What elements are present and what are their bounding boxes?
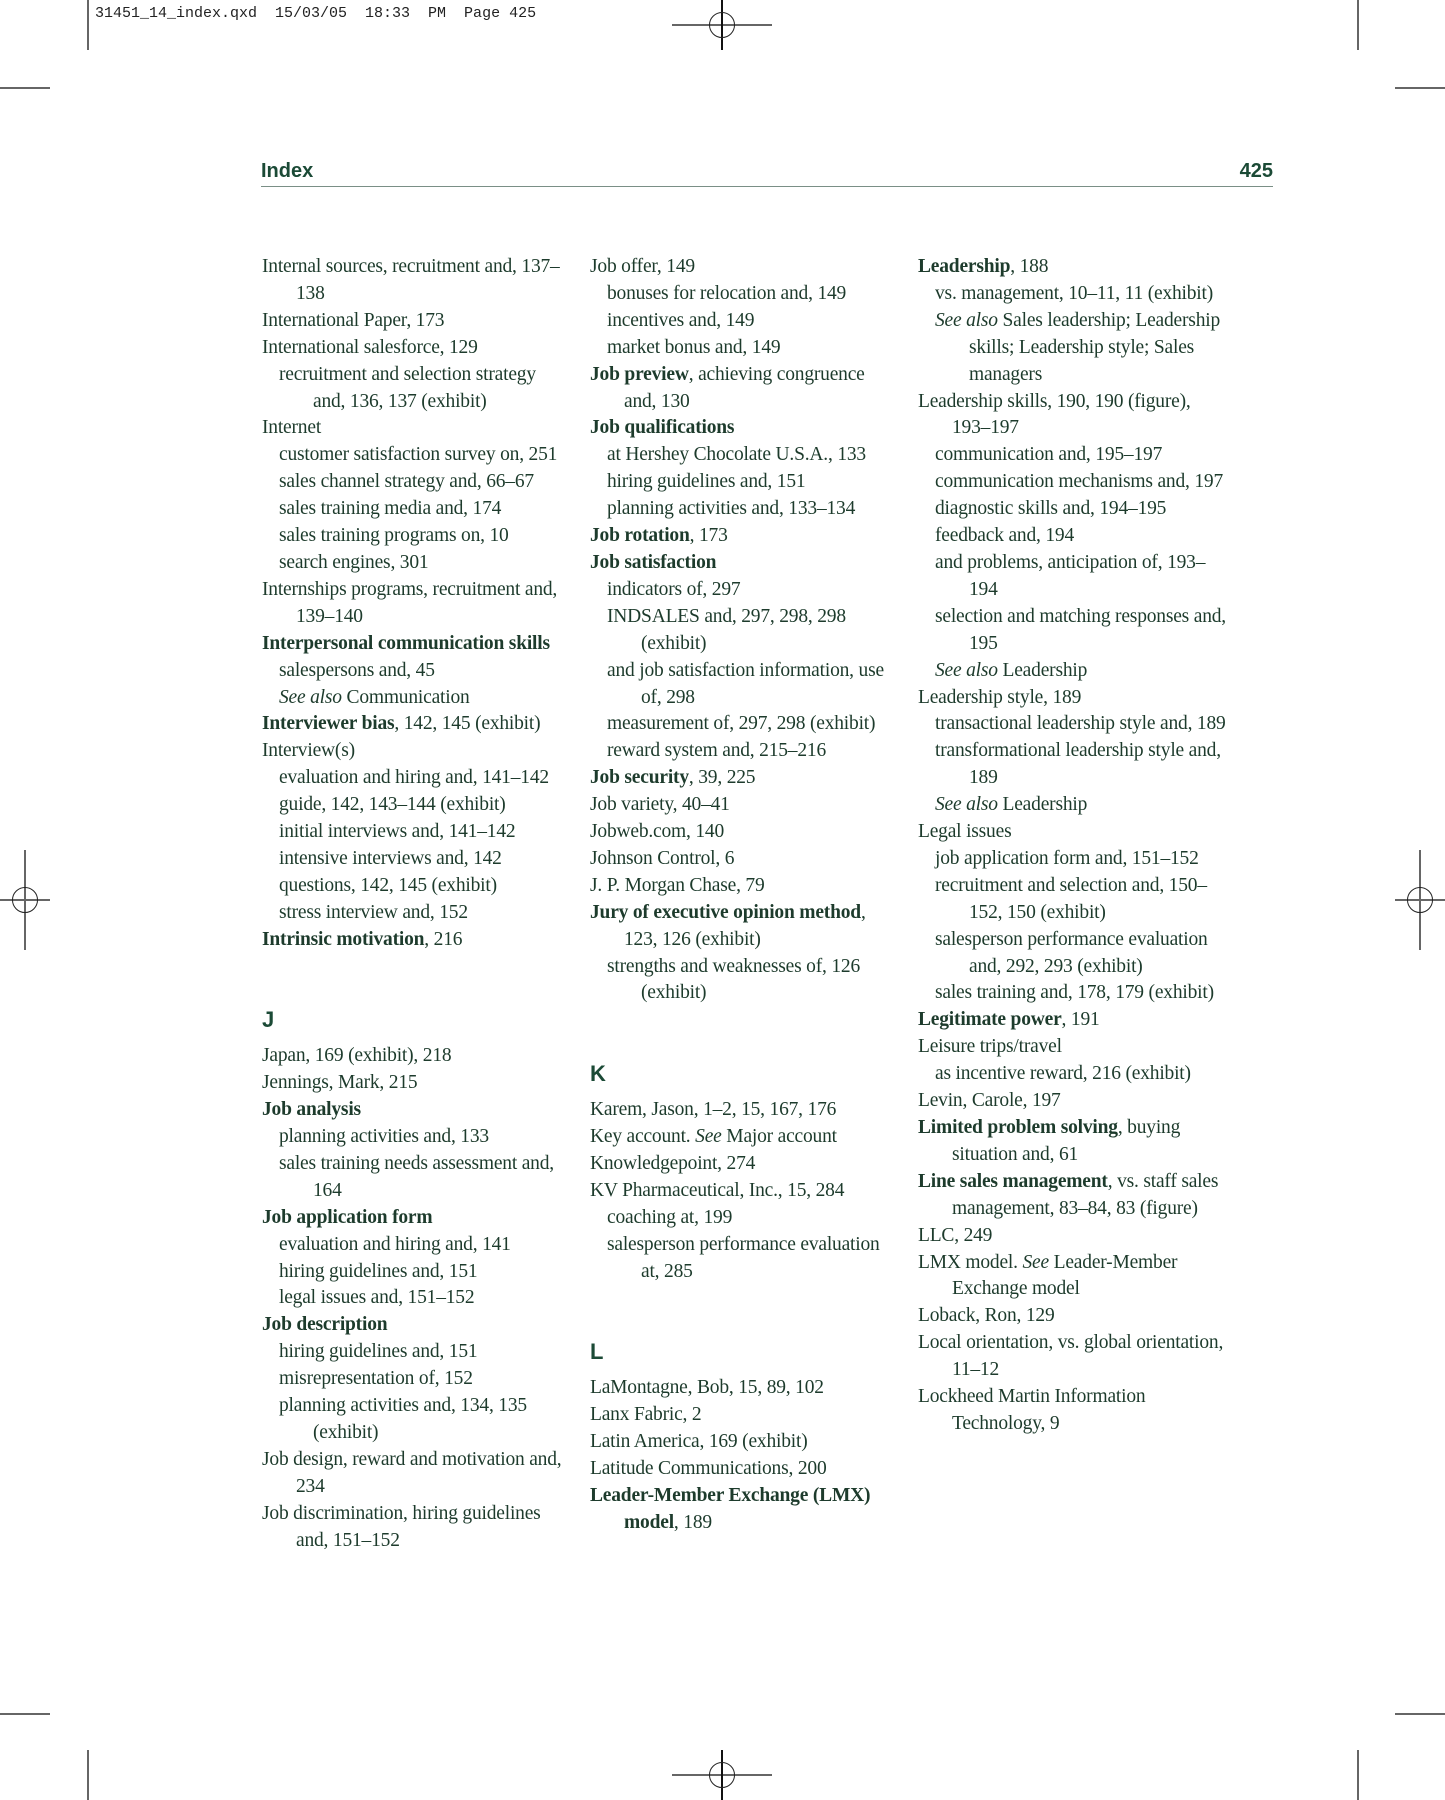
letter-heading: K — [590, 1061, 606, 1087]
entry-text: strengths and weaknesses of, 126 (exhibit) — [607, 955, 861, 1004]
entry-text: , 39, 225 — [688, 767, 756, 789]
entry-text: sales training media and, 174 — [279, 498, 502, 520]
entry-text: Interview(s) — [262, 740, 355, 762]
index-entry — [590, 550, 900, 577]
entry-text: hiring guidelines and, 151 — [279, 1260, 478, 1282]
entry-text: Leisure trips/travel — [918, 1036, 1062, 1058]
index-entry — [590, 1124, 900, 1151]
index-subentry — [262, 873, 572, 900]
index-entry — [262, 415, 572, 442]
entry-text: Jobweb.com, 140 — [590, 821, 725, 843]
index-entry — [918, 685, 1228, 712]
index-subentry — [590, 281, 900, 308]
index-entry — [590, 900, 900, 954]
running-head — [261, 160, 1273, 187]
entry-text: planning activities and, 133 — [279, 1125, 489, 1147]
index-entry — [918, 1169, 1228, 1223]
index-entry — [918, 1034, 1228, 1061]
entry-text: J. P. Morgan Chase, 79 — [590, 874, 765, 896]
entry-text: Job design, reward and motivation and, 234 — [262, 1448, 562, 1497]
index-entry — [262, 738, 572, 765]
crop-mark-top-right-v — [1357, 0, 1359, 50]
index-subentry — [262, 658, 572, 685]
index-entry — [262, 577, 572, 631]
entry-text: questions, 142, 145 (exhibit) — [279, 874, 497, 896]
entry-text: Lockheed Martin Information Technology, 9 — [918, 1386, 1146, 1434]
index-entry — [262, 335, 572, 362]
index-entry — [590, 1178, 900, 1205]
crop-mark-top-right-h — [1395, 87, 1445, 89]
entry-term-bold: Limited problem solving — [918, 1117, 1118, 1138]
index-subentry — [262, 362, 572, 416]
entry-term-bold: Line sales management — [918, 1170, 1108, 1192]
index-entry — [918, 1115, 1228, 1169]
index-subentry — [590, 442, 900, 469]
entry-text: reward system and, 215–216 — [607, 740, 827, 762]
printer-slug: 31451_14_index.qxd 15/03/05 18:33 PM Page 425 — [95, 5, 537, 22]
entry-term-bold: Job analysis — [262, 1099, 361, 1121]
entry-text: recruitment and selection strategy and, 136, 137 (exhibit) — [279, 363, 536, 412]
index-entry — [590, 415, 900, 442]
index-entry — [590, 1402, 900, 1429]
index-subentry — [918, 1061, 1228, 1088]
entry-text: customer satisfaction survey on, 251 — [279, 444, 558, 466]
index-subentry — [590, 335, 900, 362]
entry-text: Leader-Member Exchange model — [952, 1251, 1178, 1300]
entry-text: salespersons and, 45 — [279, 659, 435, 681]
index-subentry — [918, 738, 1228, 792]
page-number: 425 — [1239, 160, 1273, 182]
index-subentry — [262, 469, 572, 496]
entry-text: job application form and, 151–152 — [935, 847, 1199, 869]
entry-text: hiring guidelines and, 151 — [607, 471, 806, 493]
index-entry — [918, 1384, 1228, 1438]
entry-text: Lanx Fabric, 2 — [590, 1404, 702, 1426]
index-subentry — [262, 1285, 572, 1312]
index-entry — [262, 1097, 572, 1124]
entry-text: Legal issues — [918, 821, 1012, 843]
entry-text: sales training and, 178, 179 (exhibit) — [935, 982, 1214, 1004]
entry-text: Leadership — [997, 794, 1088, 816]
index-subentry — [590, 308, 900, 335]
entry-text: , 189 — [673, 1511, 712, 1533]
entry-text: planning activities and, 133–134 — [607, 498, 856, 520]
entry-text: recruitment and selection and, 150–152, 150 (exhibit) — [935, 874, 1207, 923]
entry-text: LaMontagne, Bob, 15, 89, 102 — [590, 1377, 824, 1399]
index-subentry — [918, 846, 1228, 873]
entry-text: Knowledgepoint, 274 — [590, 1152, 756, 1174]
entry-text: Levin, Carole, 197 — [918, 1090, 1061, 1112]
index-subentry — [262, 1151, 572, 1205]
index-subentry — [918, 469, 1228, 496]
index-entry — [918, 1250, 1228, 1304]
index-entry — [262, 1312, 572, 1339]
index-subentry — [262, 496, 572, 523]
index-entry — [590, 765, 900, 792]
cross-reference-label: See also — [279, 686, 342, 708]
entry-text: legal issues and, 151–152 — [279, 1287, 475, 1309]
entry-term-bold: Leadership — [918, 256, 1011, 277]
entry-text: intensive interviews and, 142 — [279, 847, 502, 869]
entry-text: , 123, 126 (exhibit) — [624, 901, 866, 950]
entry-text: vs. management, 10–11, 11 (exhibit) — [935, 282, 1214, 304]
entry-text: Job discrimination, hiring guidelines and, 151–152 — [262, 1502, 541, 1551]
entry-text: initial interviews and, 141–142 — [279, 821, 516, 843]
index-subentry — [590, 1232, 900, 1286]
running-head-title: Index — [261, 160, 314, 182]
entry-term-bold: Job preview — [590, 363, 689, 385]
entry-text: Latitude Communications, 200 — [590, 1457, 827, 1479]
index-subentry — [918, 550, 1228, 604]
entry-text: guide, 142, 143–144 (exhibit) — [279, 794, 506, 816]
index-entry — [262, 1447, 572, 1501]
index-entry — [262, 1501, 572, 1555]
index-subentry — [918, 980, 1228, 1007]
crop-mark-top-left-v — [87, 0, 89, 50]
letter-heading: J — [262, 1007, 275, 1033]
entry-text: diagnostic skills and, 194–195 — [935, 498, 1167, 520]
entry-text: Japan, 169 (exhibit), 218 — [262, 1045, 452, 1067]
entry-text: Job offer, 149 — [590, 256, 695, 277]
crop-mark-bottom-right-v — [1357, 1750, 1359, 1800]
index-entry — [590, 1456, 900, 1483]
entry-text: selection and matching responses and, 195 — [935, 605, 1226, 654]
index-subentry — [590, 738, 900, 765]
cross-reference-label: See also — [935, 794, 998, 816]
crop-mark-bottom-right-h — [1395, 1713, 1445, 1715]
index-subentry — [262, 765, 572, 792]
entry-text: LLC, 249 — [918, 1224, 993, 1246]
index-subentry — [918, 523, 1228, 550]
entry-term-bold: Job security — [590, 767, 689, 789]
index-subentry — [918, 792, 1228, 819]
index-entry — [262, 1043, 572, 1070]
entry-text: Johnson Control, 6 — [590, 847, 735, 869]
section-spacer — [590, 1007, 900, 1061]
entry-term-bold: Intrinsic motivation — [262, 928, 425, 950]
entry-text: Sales leadership; Leadership skills; Leadership style; Sales managers — [969, 309, 1221, 385]
entry-text: , 173 — [689, 525, 728, 547]
index-subentry — [918, 658, 1228, 685]
index-subentry — [590, 604, 900, 658]
entry-term-bold: Interviewer bias — [262, 713, 395, 735]
entry-text: indicators of, 297 — [607, 578, 741, 600]
entry-text: sales channel strategy and, 66–67 — [279, 471, 534, 493]
index-entry — [590, 362, 900, 416]
section-spacer — [262, 954, 572, 1008]
entry-text: coaching at, 199 — [607, 1206, 733, 1228]
index-subentry — [918, 604, 1228, 658]
index-subentry — [590, 469, 900, 496]
entry-text: Leadership skills, 190, 190 (figure), 193–197 — [918, 390, 1191, 439]
index-column-2 — [590, 254, 900, 1537]
entry-text: misrepresentation of, 152 — [279, 1368, 473, 1390]
entry-text: INDSALES and, 297, 298, 298 (exhibit) — [607, 605, 846, 654]
entry-text: , 188 — [1010, 256, 1049, 277]
entry-text: Jennings, Mark, 215 — [262, 1072, 418, 1094]
entry-text: Major account — [721, 1125, 837, 1147]
entry-text: , 216 — [424, 928, 463, 950]
index-entry — [590, 1375, 900, 1402]
index-subentry — [590, 577, 900, 604]
entry-text: incentives and, 149 — [607, 309, 755, 331]
index-entry — [590, 523, 900, 550]
entry-text: Karem, Jason, 1–2, 15, 167, 176 — [590, 1099, 837, 1121]
entry-text: as incentive reward, 216 (exhibit) — [935, 1063, 1191, 1085]
entry-term-bold: Job description — [262, 1314, 388, 1336]
entry-term-bold: Jury of executive opinion method — [590, 901, 861, 923]
index-subentry — [590, 954, 900, 1008]
entry-term-bold: Job rotation — [590, 525, 690, 547]
index-subentry — [262, 1339, 572, 1366]
entry-text: measurement of, 297, 298 (exhibit) — [607, 713, 876, 735]
entry-text: International salesforce, 129 — [262, 336, 478, 358]
index-subentry — [262, 1232, 572, 1259]
entry-text: KV Pharmaceutical, Inc., 15, 284 — [590, 1179, 845, 1201]
index-column-1 — [262, 254, 572, 1554]
entry-text: evaluation and hiring and, 141–142 — [279, 767, 549, 789]
entry-text: Leadership style, 189 — [918, 686, 1082, 708]
index-entry — [590, 792, 900, 819]
crop-mark-bottom-left-v — [87, 1750, 89, 1800]
index-subentry — [590, 1205, 900, 1232]
entry-text: feedback and, 194 — [935, 525, 1074, 547]
section-spacer — [590, 1285, 900, 1339]
crop-mark-top-left-h — [0, 87, 50, 89]
entry-text: Internal sources, recruitment and, 137–138 — [262, 256, 560, 304]
index-entry — [590, 873, 900, 900]
entry-text: evaluation and hiring and, 141 — [279, 1233, 511, 1255]
entry-text: and problems, anticipation of, 193–194 — [935, 551, 1206, 600]
index-subentry — [262, 792, 572, 819]
entry-text: planning activities and, 134, 135 (exhibit) — [279, 1395, 527, 1443]
entry-text: and job satisfaction information, use of, 298 — [607, 659, 884, 708]
index-entry — [590, 254, 900, 281]
index-subentry — [262, 442, 572, 469]
index-entry — [918, 1007, 1228, 1034]
entry-text: Local orientation, vs. global orientation, 11–12 — [918, 1332, 1224, 1381]
entry-text: Internships programs, recruitment and, 139–140 — [262, 578, 558, 627]
index-entry — [262, 711, 572, 738]
index-subentry — [262, 819, 572, 846]
index-entry — [918, 1223, 1228, 1250]
index-entry — [590, 1429, 900, 1456]
entry-text: stress interview and, 152 — [279, 901, 468, 923]
index-subentry — [262, 1393, 572, 1447]
index-entry — [262, 631, 572, 658]
entry-text: search engines, 301 — [279, 551, 429, 573]
index-entry — [262, 254, 572, 308]
index-subentry — [918, 496, 1228, 523]
index-entry — [918, 389, 1228, 443]
entry-text: at Hershey Chocolate U.S.A., 133 — [607, 444, 866, 466]
entry-term-bold: Job qualifications — [590, 417, 735, 439]
entry-text: , buying situation and, 61 — [952, 1117, 1181, 1165]
entry-text: sales training programs on, 10 — [279, 525, 509, 547]
cross-reference-label: See — [695, 1125, 722, 1147]
cross-reference-label: See also — [935, 659, 998, 681]
letter-heading: L — [590, 1339, 604, 1365]
entry-term-bold: Interpersonal communication skills — [262, 632, 550, 654]
index-entry — [590, 846, 900, 873]
entry-text: , vs. staff sales management, 83–84, 83 (figure) — [952, 1170, 1219, 1219]
entry-text: transactional leadership style and, 189 — [935, 713, 1226, 735]
entry-term-bold: Job application form — [262, 1206, 433, 1228]
entry-text: communication mechanisms and, 197 — [935, 471, 1224, 493]
entry-text: Key account. — [590, 1125, 696, 1147]
cross-reference-label: See — [1022, 1251, 1049, 1273]
entry-text: Communication — [341, 686, 470, 708]
entry-text: LMX model. — [918, 1251, 1023, 1273]
index-entry — [262, 308, 572, 335]
entry-text: Latin America, 169 (exhibit) — [590, 1430, 808, 1452]
entry-text: Loback, Ron, 129 — [918, 1305, 1055, 1327]
index-entry — [590, 1151, 900, 1178]
index-subentry — [262, 550, 572, 577]
index-subentry — [918, 711, 1228, 738]
entry-text: Leadership — [997, 659, 1088, 681]
entry-text: Internet — [262, 417, 322, 439]
index-entry — [262, 927, 572, 954]
index-entry — [918, 1330, 1228, 1384]
entry-text: salesperson performance evaluation at, 285 — [607, 1233, 880, 1282]
entry-text: , 191 — [1061, 1009, 1100, 1031]
entry-term-bold: Leader-Member Exchange (LMX) model — [590, 1484, 871, 1533]
entry-text: sales training needs assessment and, 164 — [279, 1152, 554, 1201]
entry-text: hiring guidelines and, 151 — [279, 1341, 478, 1363]
index-subentry — [262, 1259, 572, 1286]
entry-text: , 142, 145 (exhibit) — [394, 713, 541, 735]
entry-text: salesperson performance evaluation and, 292, 293 (exhibit) — [935, 928, 1208, 977]
entry-text: market bonus and, 149 — [607, 336, 781, 358]
index-subentry — [262, 1366, 572, 1393]
index-subentry — [262, 685, 572, 712]
entry-text: , achieving congruence and, 130 — [624, 363, 865, 412]
index-entry — [918, 254, 1228, 281]
index-entry — [918, 1088, 1228, 1115]
index-entry — [918, 819, 1228, 846]
index-subentry — [262, 846, 572, 873]
index-entry — [918, 1303, 1228, 1330]
index-entry — [590, 819, 900, 846]
entry-term-bold: Legitimate power — [918, 1009, 1062, 1031]
index-subentry — [590, 658, 900, 712]
index-column-3 — [918, 254, 1228, 1438]
index-subentry — [590, 711, 900, 738]
entry-text: bonuses for relocation and, 149 — [607, 282, 847, 304]
entry-term-bold: Job satisfaction — [590, 551, 717, 573]
index-subentry — [918, 281, 1228, 308]
index-subentry — [262, 900, 572, 927]
index-entry — [590, 1483, 900, 1537]
entry-text: communication and, 195–197 — [935, 444, 1163, 466]
entry-text: International Paper, 173 — [262, 309, 445, 331]
index-subentry — [262, 523, 572, 550]
index-subentry — [262, 1124, 572, 1151]
entry-text: transformational leadership style and, 189 — [935, 740, 1221, 789]
index-entry — [262, 1205, 572, 1232]
index-subentry — [918, 308, 1228, 389]
crop-mark-bottom-left-h — [0, 1713, 50, 1715]
index-subentry — [918, 927, 1228, 981]
index-entry — [590, 1097, 900, 1124]
cross-reference-label: See also — [935, 309, 998, 331]
index-entry — [262, 1070, 572, 1097]
entry-text: Job variety, 40–41 — [590, 794, 730, 816]
index-subentry — [918, 442, 1228, 469]
index-subentry — [590, 496, 900, 523]
index-subentry — [918, 873, 1228, 927]
